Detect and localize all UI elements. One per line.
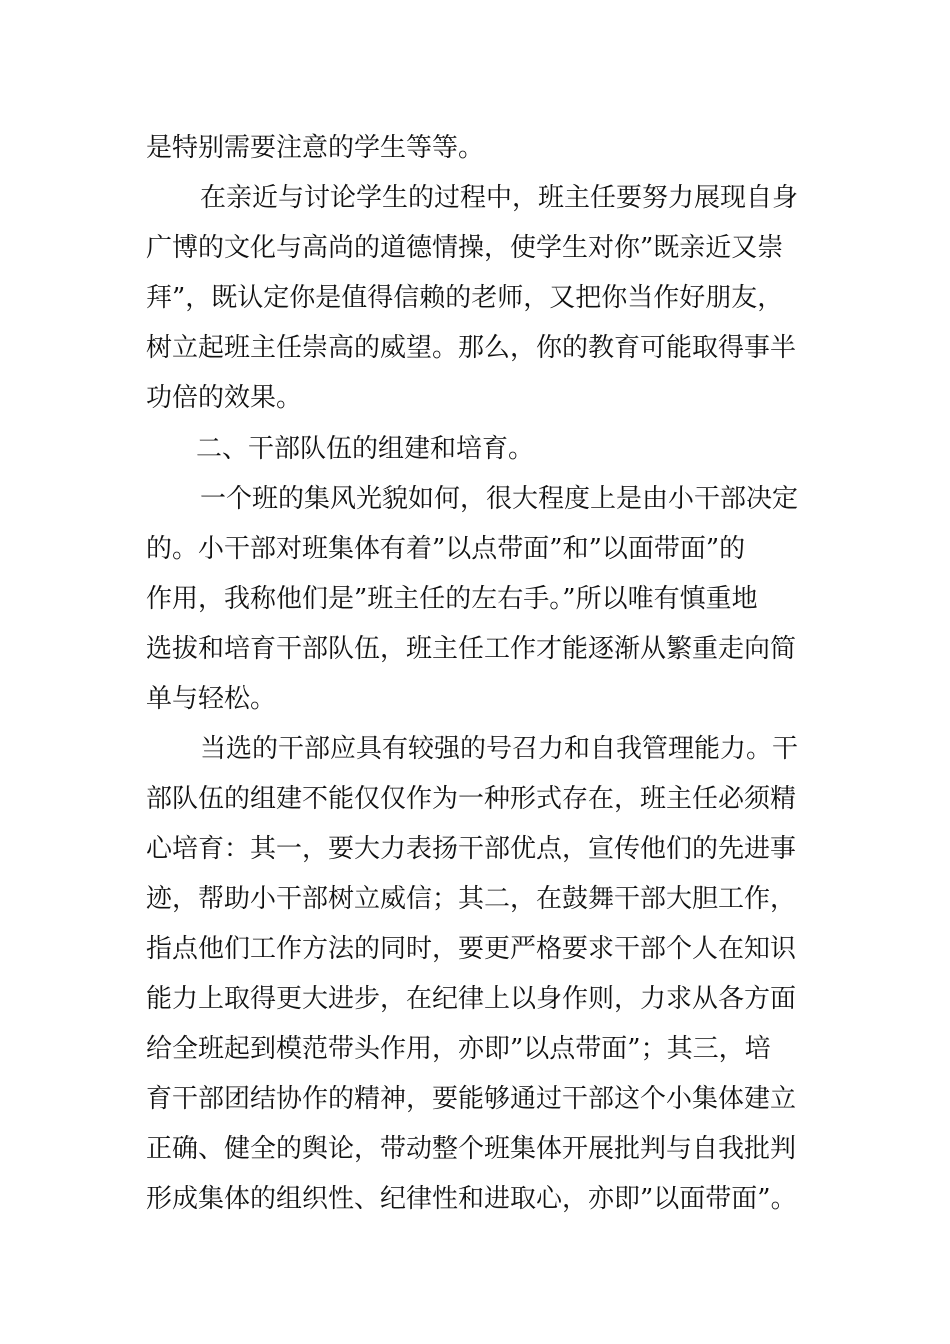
text-line: 心培育：其一，要大力表扬干部优点，宣传他们的先进事	[146, 834, 797, 864]
text-line: 部队伍的组建不能仅仅作为一种形式存在，班主任必须精	[146, 784, 797, 814]
text-line: 迹，帮助小干部树立威信；其二，在鼓舞干部大胆工作，	[146, 884, 797, 914]
text-line: 选拔和培育干部队伍，班主任工作才能逐渐从繁重走向简	[146, 634, 797, 664]
text-line: 是特别需要注意的学生等等。	[146, 133, 485, 163]
text-line: 育干部团结协作的精神，要能够通过干部这个小集体建立	[146, 1084, 797, 1114]
text-line: 拜”，既认定你是值得信赖的老师，又把你当作好朋友，	[146, 283, 784, 313]
text-line: 形成集体的组织性、纪律性和进取心，亦即”以面带面”。	[146, 1184, 797, 1214]
text-line: 能力上取得更大进步，在纪律上以身作则，力求从各方面	[146, 984, 797, 1014]
text-line: 功倍的效果。	[146, 383, 303, 413]
text-line: 正确、健全的舆论，带动整个班集体开展批判与自我批判	[146, 1134, 797, 1164]
section-heading: 二、干部队伍的组建和培育。	[196, 434, 535, 464]
text-line: 单与轻松。	[146, 684, 277, 714]
text-line: 指点他们工作方法的同时，要更严格要求干部个人在知识	[146, 934, 797, 964]
text-line: 的。小干部对班集体有着”以点带面”和”以面带面”的	[146, 534, 746, 564]
text-line: 广博的文化与高尚的道德情操，使学生对你”既亲近又崇	[146, 233, 784, 263]
text-line: 作用，我称他们是”班主任的左右手。”所以唯有慎重地	[146, 584, 758, 614]
text-line: 给全班起到模范带头作用，亦即”以点带面”；其三，培	[146, 1034, 771, 1064]
text-line: 树立起班主任崇高的威望。那么，你的教育可能取得事半	[146, 333, 797, 363]
text-line: 一个班的集风光貌如何，很大程度上是由小干部决定	[200, 484, 799, 514]
text-line: 当选的干部应具有较强的号召力和自我管理能力。干	[200, 734, 799, 764]
text-line: 在亲近与讨论学生的过程中，班主任要努力展现自身	[200, 183, 799, 213]
